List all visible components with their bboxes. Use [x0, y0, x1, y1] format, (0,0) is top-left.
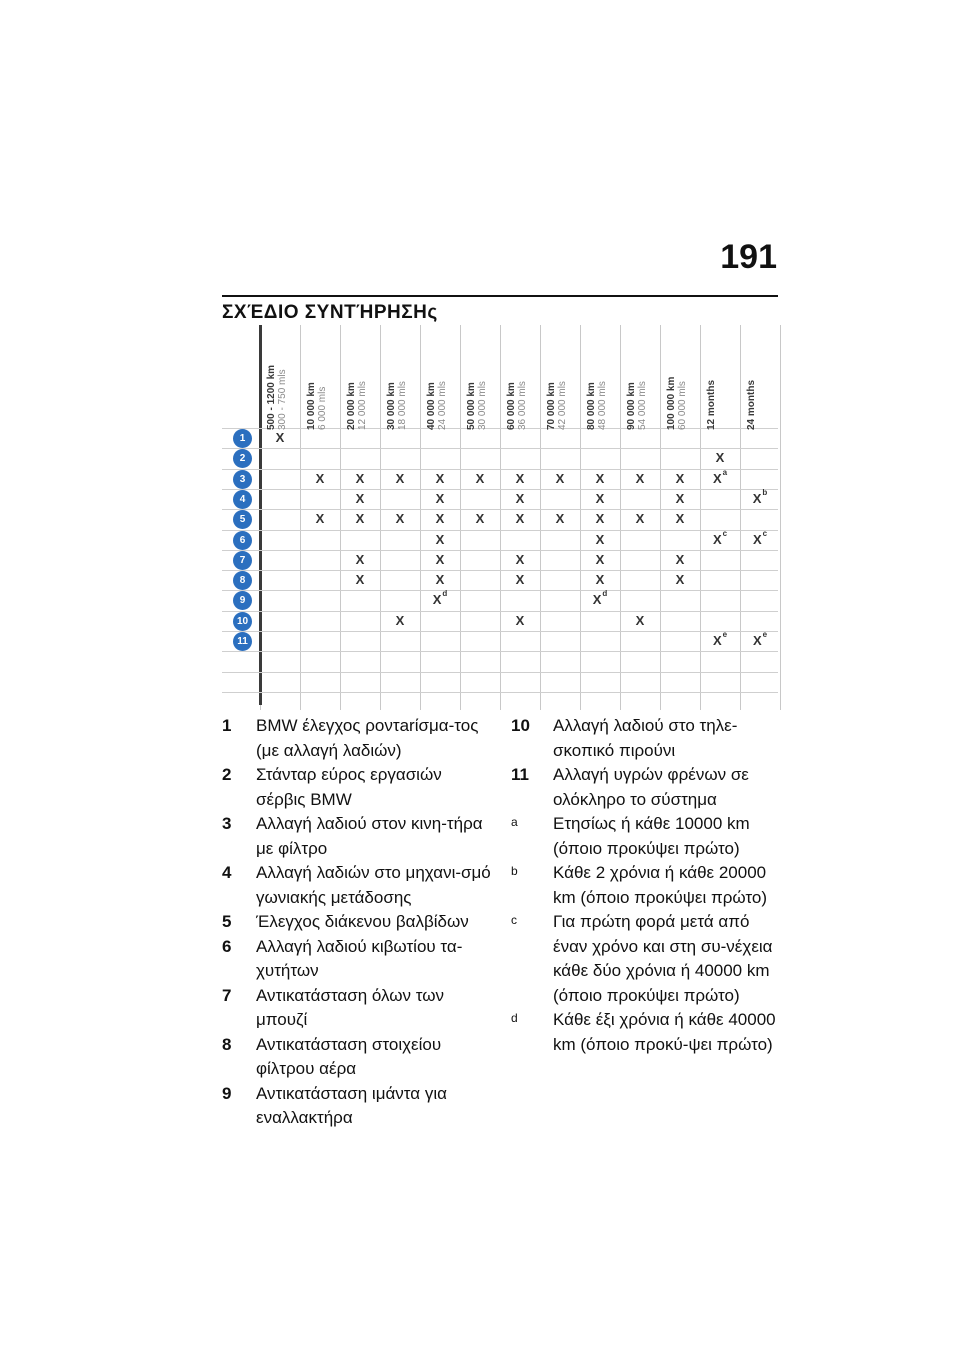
grid-hline	[222, 692, 778, 693]
schedule-mark	[660, 572, 700, 587]
footnote-text: Κάθε έξι χρόνια ή κάθε 40000 km (όποιο προκύ-ψει πρώτο)	[553, 1010, 776, 1054]
column-header-label	[386, 381, 408, 430]
column-km: 24 months	[746, 379, 757, 430]
schedule-mark	[580, 532, 620, 547]
footnote-item	[511, 861, 781, 910]
column-km: 40 000 km	[426, 382, 437, 430]
footnote-symbol: d	[511, 1011, 518, 1025]
legend-right	[511, 714, 781, 1057]
legend-item	[222, 1033, 492, 1082]
row-number-badge: 1	[233, 429, 252, 448]
row-number-badge: 5	[233, 510, 252, 529]
mark-symbol: X	[355, 572, 365, 588]
column-header-label	[586, 381, 608, 430]
legend-number: 2	[222, 765, 232, 784]
grid-hline	[222, 530, 778, 531]
legend-number: 8	[222, 1034, 232, 1054]
legend-text: Έλεγχος διάκενου βαλβίδων	[256, 912, 469, 931]
grid-hline	[222, 570, 778, 571]
mark-footnote-ref: c	[722, 528, 728, 538]
grid-hline	[222, 448, 778, 449]
schedule-mark	[500, 491, 540, 506]
legend-text: Αντικατάσταση όλων των μπουζί	[256, 985, 445, 1029]
mark-symbol: X	[515, 470, 525, 486]
schedule-mark	[580, 572, 620, 587]
schedule-mark	[380, 511, 420, 526]
legend-number: 11	[511, 765, 529, 784]
mark-symbol: X	[395, 470, 405, 486]
grid-hline	[222, 550, 778, 551]
mark-symbol: X	[712, 531, 722, 547]
column-header-label	[266, 365, 288, 430]
mark-symbol: X	[752, 633, 762, 648]
footnote-text: Ετησίως ή κάθε 10000 km (όποιο προκύψει πρώτο)	[553, 814, 750, 858]
legend-number: 7	[222, 985, 232, 1005]
grid-hline	[222, 611, 778, 612]
schedule-mark	[620, 511, 660, 526]
schedule-mark	[420, 552, 460, 567]
schedule-mark	[260, 430, 300, 445]
schedule-mark	[500, 613, 540, 628]
column-header-label	[746, 380, 757, 430]
column-mls: 18 000 mls	[397, 381, 408, 430]
schedule-mark	[340, 552, 380, 567]
mark-symbol: X	[752, 531, 762, 547]
mark-footnote-ref: d	[442, 589, 448, 599]
section-title: ΣΧΈΔΙΟ ΣΥΝΤΉΡΗΣΗς	[222, 302, 438, 323]
row-number-badge: 6	[233, 531, 252, 550]
legend-item	[222, 935, 492, 984]
column-header-label	[666, 377, 688, 430]
footnote-item	[511, 812, 781, 861]
mark-symbol: X	[435, 511, 445, 527]
mark-symbol: X	[435, 551, 445, 567]
mark-symbol: X	[515, 490, 525, 506]
mark-symbol: X	[595, 490, 605, 506]
mark-symbol: X	[475, 470, 485, 486]
column-header	[306, 335, 346, 430]
schedule-mark	[340, 491, 380, 506]
mark-symbol: X	[355, 511, 365, 527]
schedule-mark	[540, 511, 580, 526]
mark-symbol: X	[715, 450, 725, 466]
column-header	[706, 335, 746, 430]
page-number: 191	[720, 238, 777, 276]
mark-symbol: X	[752, 490, 762, 506]
column-mls: 12 000 mls	[357, 381, 368, 430]
column-km: 20 000 km	[346, 382, 357, 430]
footnote-symbol: a	[511, 815, 518, 829]
schedule-mark	[660, 511, 700, 526]
mark-symbol: X	[435, 470, 445, 486]
schedule-mark	[420, 572, 460, 587]
row-number-badge: 2	[233, 449, 252, 468]
mark-symbol: X	[315, 511, 325, 527]
legend-text: Αλλαγή λαδιού κιβωτίου τα-χυτήτων	[256, 936, 463, 980]
legend-number: 9	[222, 1083, 232, 1103]
schedule-mark	[500, 471, 540, 486]
mark-symbol: X	[595, 572, 605, 588]
schedule-mark	[660, 491, 700, 506]
column-km: 90 000 km	[626, 382, 637, 430]
grid-hline	[222, 631, 778, 632]
legend-text: BMW έλεγχος ροντarίσμα-τος (με αλλαγή λαδιών)	[256, 716, 479, 760]
schedule-mark	[300, 511, 340, 526]
schedule-mark	[420, 491, 460, 506]
column-mls: 60 000 mls	[677, 381, 688, 430]
mark-symbol: X	[675, 511, 685, 527]
mark-symbol: X	[595, 511, 605, 527]
legend-item	[222, 861, 492, 910]
column-header	[466, 335, 506, 430]
column-header-label	[426, 381, 448, 430]
legend-item	[222, 1082, 492, 1131]
schedule-mark	[460, 511, 500, 526]
schedule-mark	[340, 471, 380, 486]
schedule-mark	[740, 487, 780, 506]
mark-symbol: X	[595, 531, 605, 547]
legend-text: Αλλαγή υγρών φρένων σε ολόκληρο το σύστημα	[553, 765, 749, 809]
column-km: 500 - 1200 km	[266, 364, 277, 430]
maintenance-schedule-table	[222, 325, 778, 710]
legend-text: Αντικατάσταση ιμάντα για εναλλακτήρα	[256, 1083, 447, 1127]
schedule-mark	[740, 630, 780, 648]
row-number-badge: 7	[233, 551, 252, 570]
legend-text: Αντικατάσταση στοιχείου φίλτρου αέρα	[256, 1034, 442, 1078]
column-km: 10 000 km	[306, 382, 317, 430]
mark-symbol: X	[355, 490, 365, 506]
column-header	[266, 335, 306, 430]
mark-footnote-ref: e	[762, 630, 768, 639]
column-mls: 36 000 mls	[517, 381, 528, 430]
row-number-badge: 10	[233, 612, 252, 631]
mark-symbol: X	[275, 430, 285, 445]
mark-symbol: X	[435, 490, 445, 506]
mark-symbol: X	[675, 490, 685, 506]
grid-hline	[222, 672, 778, 673]
column-header-label	[306, 382, 328, 430]
mark-symbol: X	[675, 470, 685, 486]
schedule-mark	[340, 511, 380, 526]
schedule-mark	[300, 471, 340, 486]
legend-item	[222, 812, 492, 861]
mark-symbol: X	[315, 470, 325, 486]
column-mls: 54 000 mls	[637, 381, 648, 430]
mark-footnote-ref: c	[762, 528, 768, 538]
grid-main-vline	[259, 325, 262, 705]
schedule-mark	[620, 471, 660, 486]
schedule-mark	[420, 471, 460, 486]
grid-hline	[222, 509, 778, 510]
schedule-mark	[580, 552, 620, 567]
grid-hline	[222, 469, 778, 470]
column-header	[746, 335, 786, 430]
mark-symbol: X	[675, 551, 685, 567]
schedule-mark	[580, 471, 620, 486]
schedule-mark	[660, 471, 700, 486]
mark-footnote-ref: a	[722, 467, 728, 477]
header-rule	[222, 295, 778, 297]
mark-symbol: X	[515, 612, 525, 628]
legend-left	[222, 714, 492, 1131]
column-header-label	[506, 381, 528, 430]
mark-symbol: X	[635, 470, 645, 486]
schedule-mark	[380, 471, 420, 486]
legend-item	[222, 910, 492, 935]
mark-symbol: X	[595, 470, 605, 486]
mark-footnote-ref: d	[602, 589, 608, 599]
mark-symbol: X	[475, 511, 485, 527]
footnote-text: Κάθε 2 χρόνια ή κάθε 20000 km (όποιο προκύψει πρώτο)	[553, 863, 768, 907]
column-header-label	[546, 381, 568, 430]
column-header	[386, 335, 426, 430]
schedule-mark	[500, 511, 540, 526]
schedule-mark	[420, 589, 460, 608]
column-header-label	[466, 381, 488, 430]
mark-symbol: X	[435, 531, 445, 547]
schedule-mark	[740, 528, 780, 547]
footnote-item	[511, 910, 781, 1008]
column-km: 60 000 km	[506, 382, 517, 430]
column-header-label	[706, 380, 717, 430]
schedule-mark	[700, 528, 740, 547]
legend-number: 1	[222, 716, 232, 735]
column-km: 80 000 km	[586, 382, 597, 430]
legend-text: Αλλαγή λαδιών στο μηχανι-σμό γωνιακής μετάδοσης	[256, 863, 491, 907]
schedule-mark	[460, 471, 500, 486]
schedule-mark	[500, 552, 540, 567]
schedule-mark	[700, 467, 740, 486]
grid-hline	[222, 489, 778, 490]
grid-hline	[222, 651, 778, 652]
mark-symbol: X	[635, 612, 645, 628]
mark-symbol: X	[515, 511, 525, 527]
schedule-mark	[700, 630, 740, 648]
column-km: 100 000 km	[666, 376, 677, 430]
schedule-mark	[380, 613, 420, 628]
grid-hline	[222, 590, 778, 591]
mark-symbol: X	[555, 470, 565, 486]
mark-symbol: X	[712, 633, 722, 648]
footnote-text: Για πρώτη φορά μετά από έναν χρόνο και στη συ-νέχεια κάθε δύο χρόνια ή 40000 km (όποιο προκύψει πρώτο)	[553, 912, 773, 1005]
schedule-mark	[500, 572, 540, 587]
mark-symbol: X	[635, 511, 645, 527]
schedule-mark	[580, 491, 620, 506]
legend-number: 4	[222, 863, 232, 882]
mark-symbol: X	[355, 551, 365, 567]
column-km: 70 000 km	[546, 382, 557, 430]
schedule-mark	[620, 613, 660, 628]
legend-number: 10	[511, 716, 530, 735]
row-number-badge: 3	[233, 470, 252, 489]
column-mls: 6 000 mls	[317, 386, 328, 430]
legend-number: 5	[222, 912, 232, 931]
column-header	[586, 335, 626, 430]
mark-symbol: X	[555, 511, 565, 527]
column-header	[546, 335, 586, 430]
column-mls: 300 - 750 mls	[277, 369, 288, 430]
schedule-mark	[580, 511, 620, 526]
schedule-mark	[420, 532, 460, 547]
footnote-symbol: b	[511, 864, 518, 878]
schedule-mark	[580, 589, 620, 608]
column-header	[346, 335, 386, 430]
mark-symbol: X	[675, 572, 685, 588]
row-number-badge: 8	[233, 571, 252, 590]
mark-symbol: X	[395, 612, 405, 628]
column-header	[666, 335, 706, 430]
mark-symbol: X	[592, 592, 602, 608]
mark-symbol: X	[395, 511, 405, 527]
legend-text: Στάνταρ εύρος εργασιών σέρβις BMW	[256, 765, 442, 809]
row-number-badge: 9	[233, 591, 252, 610]
row-number-badge: 11	[233, 632, 252, 651]
column-mls: 48 000 mls	[597, 381, 608, 430]
legend-text: Αλλαγή λαδιού στον κινη-τήρα με φίλτρο	[256, 814, 483, 858]
column-mls: 30 000 mls	[477, 381, 488, 430]
column-header	[426, 335, 466, 430]
column-header-label	[346, 381, 368, 430]
column-mls: 24 000 mls	[437, 381, 448, 430]
legend-item	[222, 763, 492, 812]
footnote-symbol: c	[511, 913, 517, 927]
schedule-mark	[420, 511, 460, 526]
column-header-label	[626, 381, 648, 430]
mark-symbol: X	[515, 551, 525, 567]
mark-footnote-ref: b	[762, 487, 768, 497]
mark-symbol: X	[712, 470, 722, 486]
legend-item	[222, 714, 492, 763]
column-km: 30 000 km	[386, 382, 397, 430]
mark-symbol: X	[515, 572, 525, 588]
footnote-item	[511, 1008, 781, 1057]
mark-footnote-ref: e	[722, 630, 728, 639]
mark-symbol: X	[435, 572, 445, 588]
column-header	[506, 335, 546, 430]
column-km: 50 000 km	[466, 382, 477, 430]
mark-symbol: X	[355, 470, 365, 486]
row-number-badge: 4	[233, 490, 252, 509]
legend-number: 3	[222, 814, 232, 833]
legend-item	[511, 714, 781, 763]
mark-symbol: X	[595, 551, 605, 567]
legend-item	[511, 763, 781, 812]
mark-symbol: X	[432, 592, 442, 608]
schedule-mark	[540, 471, 580, 486]
column-mls: 42 000 mls	[557, 381, 568, 430]
schedule-mark	[340, 572, 380, 587]
legend-item	[222, 984, 492, 1033]
legend-text: Αλλαγή λαδιού στο τηλε-σκοπικό πιρούνι	[553, 716, 738, 760]
column-km: 12 months	[706, 379, 717, 430]
schedule-mark	[700, 450, 740, 465]
legend-number: 6	[222, 936, 232, 956]
schedule-mark	[660, 552, 700, 567]
column-header	[626, 335, 666, 430]
